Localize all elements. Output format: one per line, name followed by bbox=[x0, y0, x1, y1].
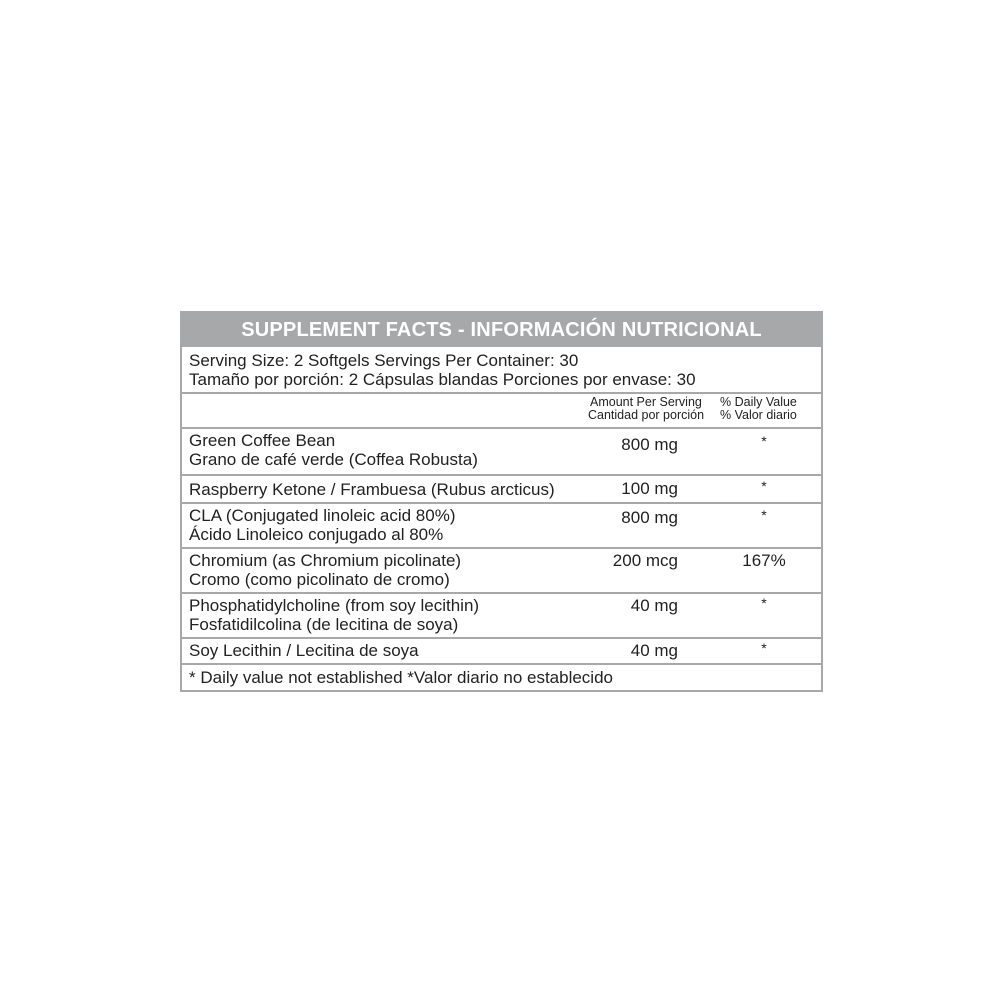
ingredient-daily-value: * bbox=[761, 478, 767, 494]
divider bbox=[182, 502, 821, 504]
ingredient-name-es: Grano de café verde (Coffea Robusta) bbox=[189, 450, 478, 469]
ingredient-name-en: Chromium (as Chromium picolinate) bbox=[189, 551, 462, 570]
ingredient-name-en: Raspberry Ketone / Frambuesa (Rubus arcticus) bbox=[189, 480, 555, 499]
divider bbox=[182, 427, 821, 429]
divider bbox=[182, 663, 821, 665]
ingredient-name-en: Soy Lecithin / Lecitina de soya bbox=[189, 641, 419, 660]
footnote: * Daily value not established *Valor diario no establecido bbox=[189, 668, 613, 687]
ingredient-name-es: Fosfatidilcolina (de lecitina de soya) bbox=[189, 615, 459, 634]
ingredient-amount: 40 mg bbox=[630, 641, 678, 660]
ingredient-daily-value: 167% bbox=[742, 551, 786, 570]
ingredient-amount: 40 mg bbox=[630, 596, 678, 615]
ingredient-daily-value: * bbox=[761, 595, 767, 611]
ingredient-name-en: Phosphatidylcholine (from soy lecithin) bbox=[189, 596, 480, 615]
ingredient-name-es: Cromo (como picolinato de cromo) bbox=[189, 570, 450, 589]
ingredient-name-en: Green Coffee Bean bbox=[189, 431, 336, 450]
ingredient-daily-value: * bbox=[761, 507, 767, 523]
ingredient-amount: 800 mg bbox=[621, 435, 678, 454]
serving-line-es: Tamaño por porción: 2 Cápsulas blandas Porciones por envase: 30 bbox=[189, 370, 696, 389]
dv-header-es: % Valor diario bbox=[720, 408, 797, 422]
divider bbox=[182, 392, 821, 394]
ingredient-name-en: CLA (Conjugated linoleic acid 80%) bbox=[189, 506, 456, 525]
amount-header-en: Amount Per Serving bbox=[590, 395, 702, 409]
ingredient-amount: 200 mcg bbox=[612, 551, 678, 570]
ingredient-amount: 800 mg bbox=[621, 508, 678, 527]
divider bbox=[182, 474, 821, 476]
ingredient-daily-value: * bbox=[761, 433, 767, 449]
supplement-facts-panel bbox=[180, 311, 823, 692]
amount-header-es: Cantidad por porción bbox=[588, 408, 705, 422]
dv-header-en: % Daily Value bbox=[720, 395, 797, 409]
ingredient-amount: 100 mg bbox=[621, 479, 678, 498]
serving-line-en: Serving Size: 2 Softgels Servings Per Container: 30 bbox=[189, 351, 579, 370]
ingredient-name-es: Ácido Linoleico conjugado al 80% bbox=[189, 525, 444, 544]
divider bbox=[182, 547, 821, 549]
ingredient-daily-value: * bbox=[761, 640, 767, 656]
panel-title: SUPPLEMENT FACTS - INFORMACIÓN NUTRICIONAL bbox=[182, 313, 821, 347]
